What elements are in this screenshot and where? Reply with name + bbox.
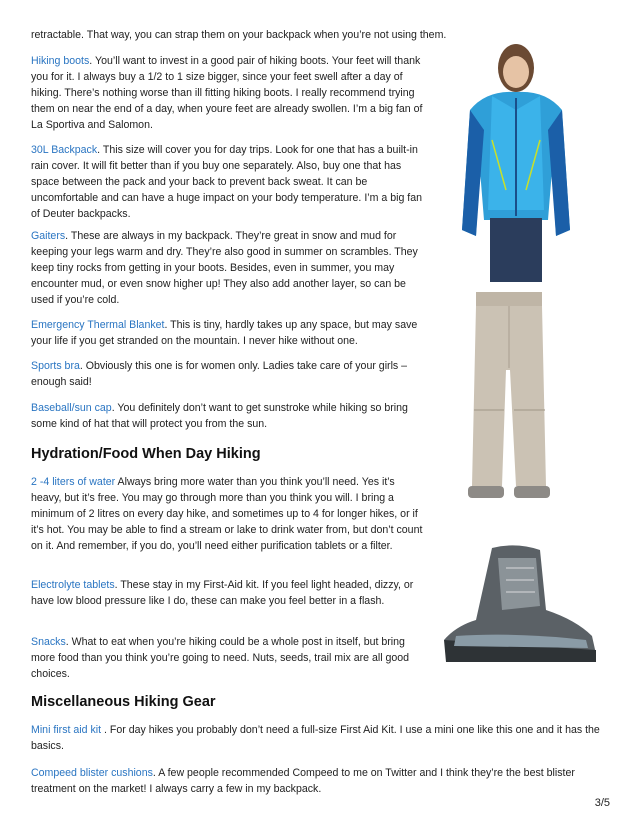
link-electrolyte-tablets[interactable]: Electrolyte tablets [31, 579, 115, 591]
hiking-boot-image [436, 540, 601, 668]
heading-hydration-food: Hydration/Food When Day Hiking [31, 446, 261, 462]
paragraph-backpack: 30L Backpack. This size will cover you for day trips. Look for one that has a built-in rain cover. It will fit better than if you buy one separately. Also, buy one that has space between the pack and your back to prevent back sweat. It can be uncomfortable and can have a huge impact on your body temperature. I’m a big fan of Deuter backpacks. [31, 144, 423, 220]
page-number: 3/5 [594, 797, 610, 809]
link-water[interactable]: 2 -4 liters of water [31, 476, 116, 488]
heading-misc-gear: Miscellaneous Hiking Gear [31, 694, 216, 710]
paragraph-snacks: Snacks. What to eat when you’re hiking could be a whole post in itself, but bring more food than you think you’re going to need. Nuts, seeds, trail mix are all good choices. [31, 636, 410, 680]
link-snacks[interactable]: Snacks [31, 636, 66, 648]
paragraph-sports-bra: Sports bra. Obviously this one is for women only. Ladies take care of your girls – enough said! [31, 360, 408, 388]
paragraph-sun-cap: Baseball/sun cap. You definitely don’t want to get sunstroke while hiking so bring some kind of hat that will protect you from the sun. [31, 402, 408, 430]
link-emergency-thermal-blanket[interactable]: Emergency Thermal Blanket [31, 319, 165, 331]
paragraph-water: 2 -4 liters of water Always bring more water than you think you’ll need. Yes it’s heavy, but it’s free. You may go through more than you think you will. I bring a minimum of 2 litres on every day hike, and sometimes up to 4 for longer hikes, or if it’s hot. You may be able to find a stream or lake to drink water from, but don’t count on it. And remember, if you do, you’ll need either purification tablets or a filter. [31, 476, 423, 552]
link-hiking-boots[interactable]: Hiking boots [31, 55, 90, 67]
pants-image [460, 290, 558, 502]
paragraph-electrolyte: Electrolyte tablets. These stay in my First-Aid kit. If you feel light headed, dizzy, or have low blood pressure like I do, these can make you feel better in a flash. [31, 579, 414, 607]
link-baseball-sun-cap[interactable]: Baseball/sun cap [31, 402, 112, 414]
paragraph-first-aid: Mini first aid kit . For day hikes you probably don’t need a full-size First Aid Kit. I use a mini one like this one and it has the basics. [31, 724, 600, 752]
link-gaiters[interactable]: Gaiters [31, 230, 66, 242]
link-compeed-blister-cushions[interactable]: Compeed blister cushions [31, 767, 153, 779]
paragraph-thermal-blanket: Emergency Thermal Blanket. This is tiny, hardly takes up any space, but may save your life if you get stranded on the mountain. I never hike without one. [31, 319, 418, 347]
paragraph-gaiters: Gaiters. These are always in my backpack. They’re great in snow and mud for keeping your legs warm and dry. They’re also good in summer on scrambles. They keep tiny rocks from getting in your boots. Besides, even in summer, you may encounter mud, or even snow higher up! They also add another layer, so can be used if you’re cold. [31, 230, 418, 306]
link-30l-backpack[interactable]: 30L Backpack [31, 144, 98, 156]
intro-paragraph: retractable. That way, you can strap them on your backpack when you’re not using them. [31, 29, 447, 41]
link-sports-bra[interactable]: Sports bra [31, 360, 80, 372]
jacket-image [456, 40, 576, 282]
paragraph-hiking-boots: Hiking boots. You’ll want to invest in a good pair of hiking boots. Your feet will thank you for it. I always buy a 1/2 to 1 size bigger, since your feet swell after a day of hiking. There’s nothing worse than ill fitting hiking boots. I really recommend trying them on near the end of a day, when youre feet are already swollen. I’m a big fan of La Sportiva and Salomon. [31, 55, 423, 131]
paragraph-compeed: Compeed blister cushions. A few people recommended Compeed to me on Twitter and I think they’re the best blister treatment on the market! I always carry a few in my backpack. [31, 767, 575, 795]
link-mini-first-aid-kit[interactable]: Mini first aid kit [31, 724, 102, 736]
